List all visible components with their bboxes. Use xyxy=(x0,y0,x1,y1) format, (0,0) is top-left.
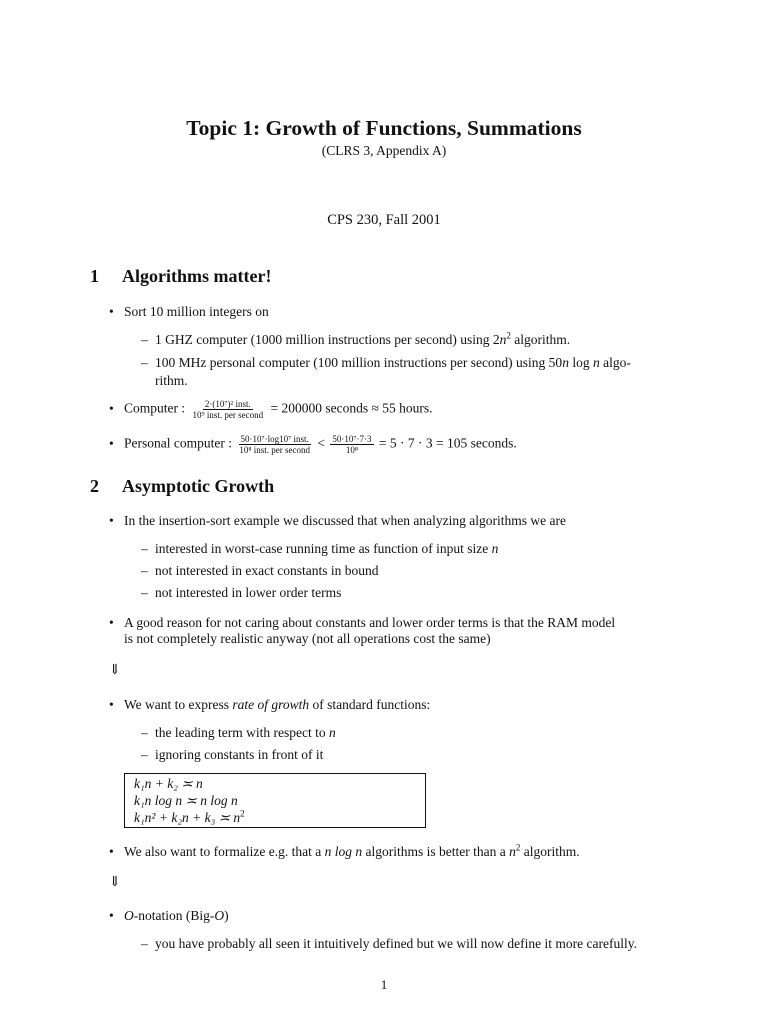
dash-marker: – xyxy=(141,585,148,600)
bullet-rate-of-growth: • We want to express rate of growth of standard functions: xyxy=(109,697,431,712)
subitem-1ghz: – 1 GHZ computer (1000 million instructions per second) using $2n^2$ algorithm. xyxy=(141,330,571,347)
document-subtitle: (CLRS 3, Appendix A) xyxy=(321,143,447,158)
dash-marker: – xyxy=(141,332,148,347)
section-number: 1 xyxy=(90,266,99,286)
subitem-ignoring-constants: – ignoring constants in front of it xyxy=(141,747,324,762)
bullet-marker: • xyxy=(109,304,114,319)
dash-marker: – xyxy=(141,563,148,578)
bullet-marker: • xyxy=(109,513,114,528)
bullet-good-reason: • A good reason for not caring about constants and lower order terms is that the RAM model xyxy=(109,615,616,630)
dash-marker: – xyxy=(141,747,148,762)
bullet-sort: • Sort 10 million integers on xyxy=(109,304,269,319)
bullet-personal-computer: • Personal computer : $\frac{\text{50·10⁷·log10⁷ inst.}}{\text{10⁸ inst. per second}}$ < $\frac{\text{50·10⁷·7·3}}{\text{10⁸}}$ = 5 · 7 · 3 = 105 seconds. xyxy=(109,434,517,455)
course-line: CPS 230, Fall 2001 xyxy=(327,212,441,228)
dash-marker: – xyxy=(141,355,148,370)
bullet-marker: • xyxy=(109,400,114,416)
dash-marker: – xyxy=(141,936,148,951)
bullet-marker: • xyxy=(109,435,114,451)
subitem-100mhz-continuation: rithm. xyxy=(155,373,188,388)
bullet-insertion-sort: • In the insertion-sort example we discussed that when analyzing algorithms we are xyxy=(109,513,566,528)
section-title: Algorithms matter! xyxy=(122,266,272,286)
section-number: 2 xyxy=(90,476,99,496)
subitem-worst-case: – interested in worst-case running time as function of input size n xyxy=(141,541,499,556)
implies-arrow: ⇓ xyxy=(109,875,121,890)
document-title: Topic 1: Growth of Functions, Summations xyxy=(186,116,582,140)
box-line-nlogn: k₁n log n ≍ n log n xyxy=(134,793,238,808)
subitem-leading-term: – the leading term with respect to n xyxy=(141,725,336,740)
subitem-exact-constants: – not interested in exact constants in bound xyxy=(141,563,379,578)
bullet-computer: • Computer : $\frac{\text{2·(10⁷)² inst.}}{\text{10⁹ inst. per second}}$ = 200000 seconds ≈ 55 hours. xyxy=(109,399,433,420)
page-number: 1 xyxy=(380,977,388,992)
implies-arrow: ⇓ xyxy=(109,663,121,678)
bullet-marker: • xyxy=(109,908,114,923)
bullet-big-o: • O-notation (Big-O) xyxy=(109,908,229,923)
section-1-heading xyxy=(90,266,271,287)
bullet-marker: • xyxy=(109,697,114,712)
section-2-heading xyxy=(90,476,274,497)
bullet-good-reason-continuation: is not completely realistic anyway (not all operations cost the same) xyxy=(124,631,491,646)
subitem-intuitive: – you have probably all seen it intuitively defined but we will now define it more carefully. xyxy=(141,936,637,951)
box-line-quadratic: k₁n² + k₂n + k₃ ≍ $n^2$ xyxy=(134,808,245,825)
fraction-pc-1: $\frac{\text{50·10⁷·log10⁷ inst.}}{\text{10⁸ inst. per second}}$ xyxy=(239,434,310,455)
bullet-marker: • xyxy=(109,615,114,630)
bullet-marker: • xyxy=(109,844,114,859)
subitem-100mhz: – 100 MHz personal computer (100 million instructions per second) using 50n log n algo- xyxy=(141,355,631,370)
dash-marker: – xyxy=(141,725,148,740)
dash-marker: – xyxy=(141,541,148,556)
fraction-pc-2: $\frac{\text{50·10⁷·7·3}}{\text{10⁸}}$ xyxy=(332,434,372,455)
subitem-lower-order: – not interested in lower order terms xyxy=(141,585,342,600)
bullet-formalize: • We also want to formalize e.g. that a n log n algorithms is better than a $n^2$ algorithm. xyxy=(109,842,580,859)
box-line-linear: k₁n + k₂ ≍ n xyxy=(134,776,203,791)
fraction-computer: $\frac{\text{2·(10⁷)² inst.}}{\text{10⁹ inst. per second}}$ xyxy=(192,399,264,420)
asymptotic-equivalence-box xyxy=(124,773,426,828)
section-title: Asymptotic Growth xyxy=(122,476,275,496)
